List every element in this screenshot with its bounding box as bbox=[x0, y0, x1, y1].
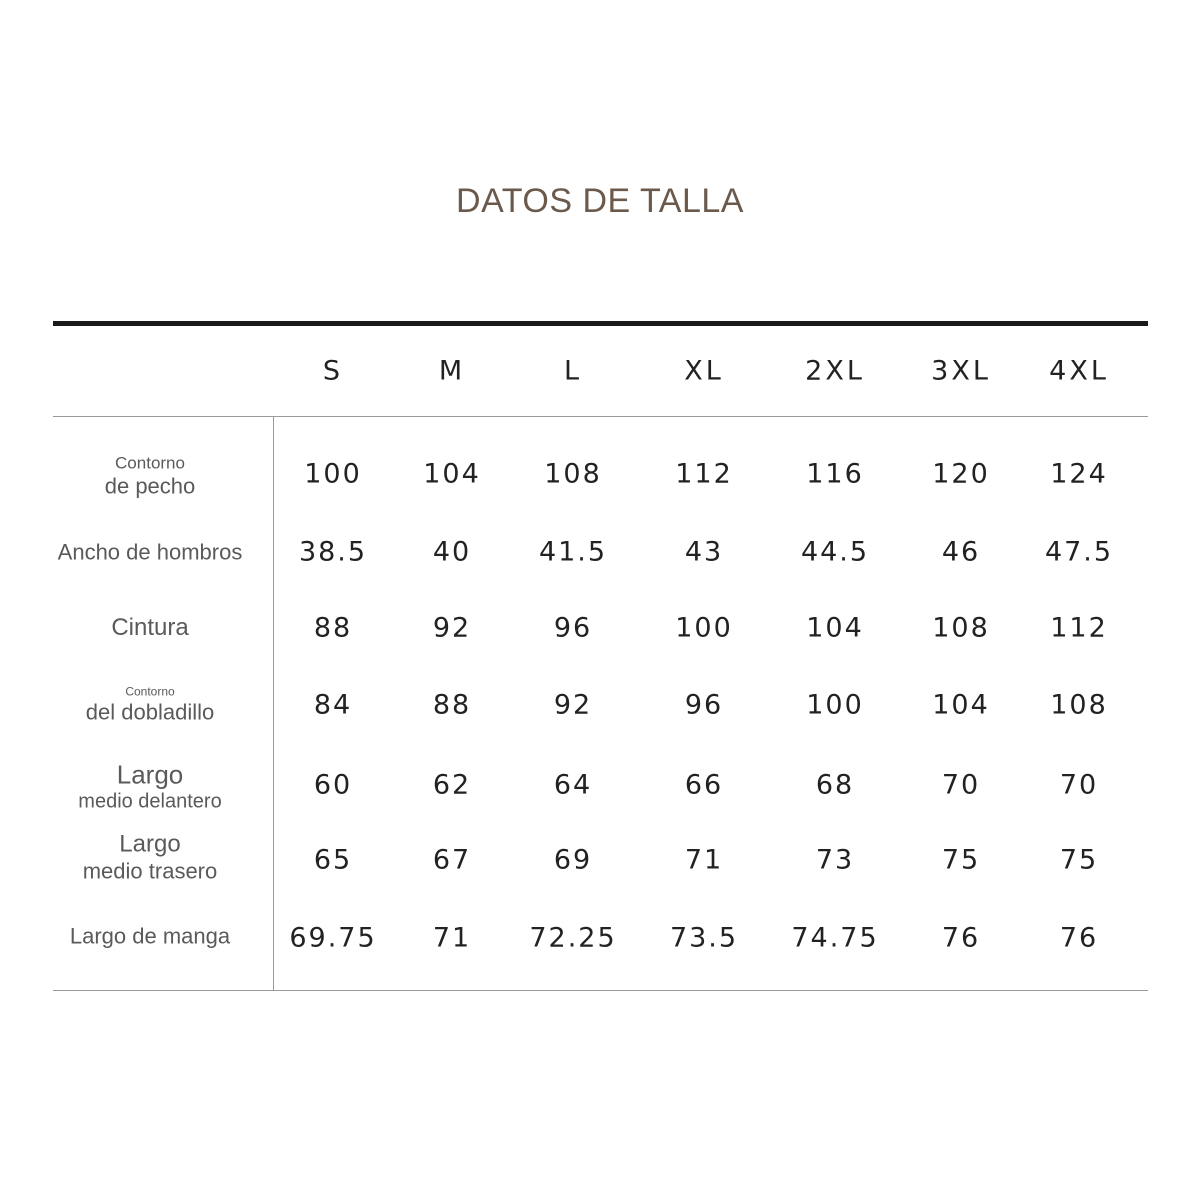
table-header-divider bbox=[53, 416, 1148, 417]
size-header-cell: 4XL bbox=[1049, 355, 1109, 387]
value-cell: 100 bbox=[806, 689, 864, 721]
size-header-cell: 3XL bbox=[931, 355, 991, 387]
value-cell: 73.5 bbox=[669, 922, 739, 954]
value-cell: 100 bbox=[675, 612, 733, 644]
value-cell: 66 bbox=[684, 769, 724, 801]
size-header-cell: S bbox=[322, 355, 344, 387]
value-cell: 71 bbox=[684, 844, 724, 876]
value-cell: 88 bbox=[313, 612, 353, 644]
table-top-rule bbox=[53, 321, 1148, 326]
size-header-cell: XL bbox=[684, 355, 724, 387]
row-label bbox=[40, 454, 260, 499]
value-cell: 64 bbox=[553, 769, 593, 801]
value-cell: 40 bbox=[432, 536, 472, 568]
value-cell: 73 bbox=[815, 844, 855, 876]
row-label bbox=[40, 923, 260, 948]
value-cell: 69.75 bbox=[289, 922, 377, 954]
value-cell: 124 bbox=[1050, 458, 1108, 490]
value-cell: 62 bbox=[432, 769, 472, 801]
size-header-cell: 2XL bbox=[805, 355, 865, 387]
value-cell: 71 bbox=[432, 922, 472, 954]
value-cell: 108 bbox=[1050, 689, 1108, 721]
row-label-small: Contorno bbox=[115, 453, 185, 473]
value-cell: 72.25 bbox=[529, 922, 617, 954]
value-cell: 116 bbox=[806, 458, 864, 490]
value-cell: 44.5 bbox=[800, 536, 870, 568]
value-cell: 47.5 bbox=[1044, 536, 1114, 568]
size-header-cell: M bbox=[438, 355, 466, 387]
value-cell: 104 bbox=[423, 458, 481, 490]
row-label-small: Contorno bbox=[125, 684, 175, 699]
value-cell: 76 bbox=[1059, 922, 1099, 954]
row-label-main: medio delantero bbox=[78, 790, 222, 813]
value-cell: 88 bbox=[432, 689, 472, 721]
value-cell: 46 bbox=[941, 536, 981, 568]
value-cell: 67 bbox=[432, 844, 472, 876]
value-cell: 84 bbox=[313, 689, 353, 721]
row-label bbox=[40, 761, 260, 814]
row-label bbox=[40, 614, 260, 642]
row-label bbox=[40, 831, 260, 884]
value-cell: 70 bbox=[1059, 769, 1099, 801]
value-cell: 108 bbox=[544, 458, 602, 490]
value-cell: 108 bbox=[932, 612, 990, 644]
value-cell: 120 bbox=[932, 458, 990, 490]
row-label-main: Cintura bbox=[111, 614, 189, 642]
value-cell: 70 bbox=[941, 769, 981, 801]
row-label-main: Largo de manga bbox=[69, 923, 231, 949]
value-cell: 68 bbox=[815, 769, 855, 801]
row-label-main: medio trasero bbox=[82, 858, 218, 884]
value-cell: 100 bbox=[304, 458, 362, 490]
value-cell: 41.5 bbox=[538, 536, 608, 568]
row-label bbox=[30, 539, 270, 564]
value-cell: 75 bbox=[941, 844, 981, 876]
row-label-main: del dobladillo bbox=[85, 699, 215, 725]
row-label-main: de pecho bbox=[104, 473, 196, 499]
value-cell: 75 bbox=[1059, 844, 1099, 876]
value-cell: 38.5 bbox=[298, 536, 368, 568]
value-cell: 96 bbox=[684, 689, 724, 721]
value-cell: 104 bbox=[932, 689, 990, 721]
value-cell: 60 bbox=[313, 769, 353, 801]
row-label-main: Ancho de hombros bbox=[57, 539, 243, 565]
row-label-small: Largo bbox=[116, 759, 184, 790]
value-cell: 112 bbox=[1050, 612, 1108, 644]
value-cell: 76 bbox=[941, 922, 981, 954]
value-cell: 92 bbox=[553, 689, 593, 721]
page-title: DATOS DE TALLA bbox=[456, 182, 744, 220]
row-label bbox=[40, 685, 260, 724]
value-cell: 43 bbox=[684, 536, 724, 568]
value-cell: 96 bbox=[553, 612, 593, 644]
table-bottom-rule bbox=[53, 990, 1148, 991]
value-cell: 112 bbox=[675, 458, 733, 490]
value-cell: 69 bbox=[553, 844, 593, 876]
value-cell: 104 bbox=[806, 612, 864, 644]
value-cell: 65 bbox=[313, 844, 353, 876]
row-label-small: Largo bbox=[119, 830, 181, 858]
value-cell: 74.75 bbox=[791, 922, 879, 954]
size-header-cell: L bbox=[563, 355, 583, 387]
value-cell: 92 bbox=[432, 612, 472, 644]
